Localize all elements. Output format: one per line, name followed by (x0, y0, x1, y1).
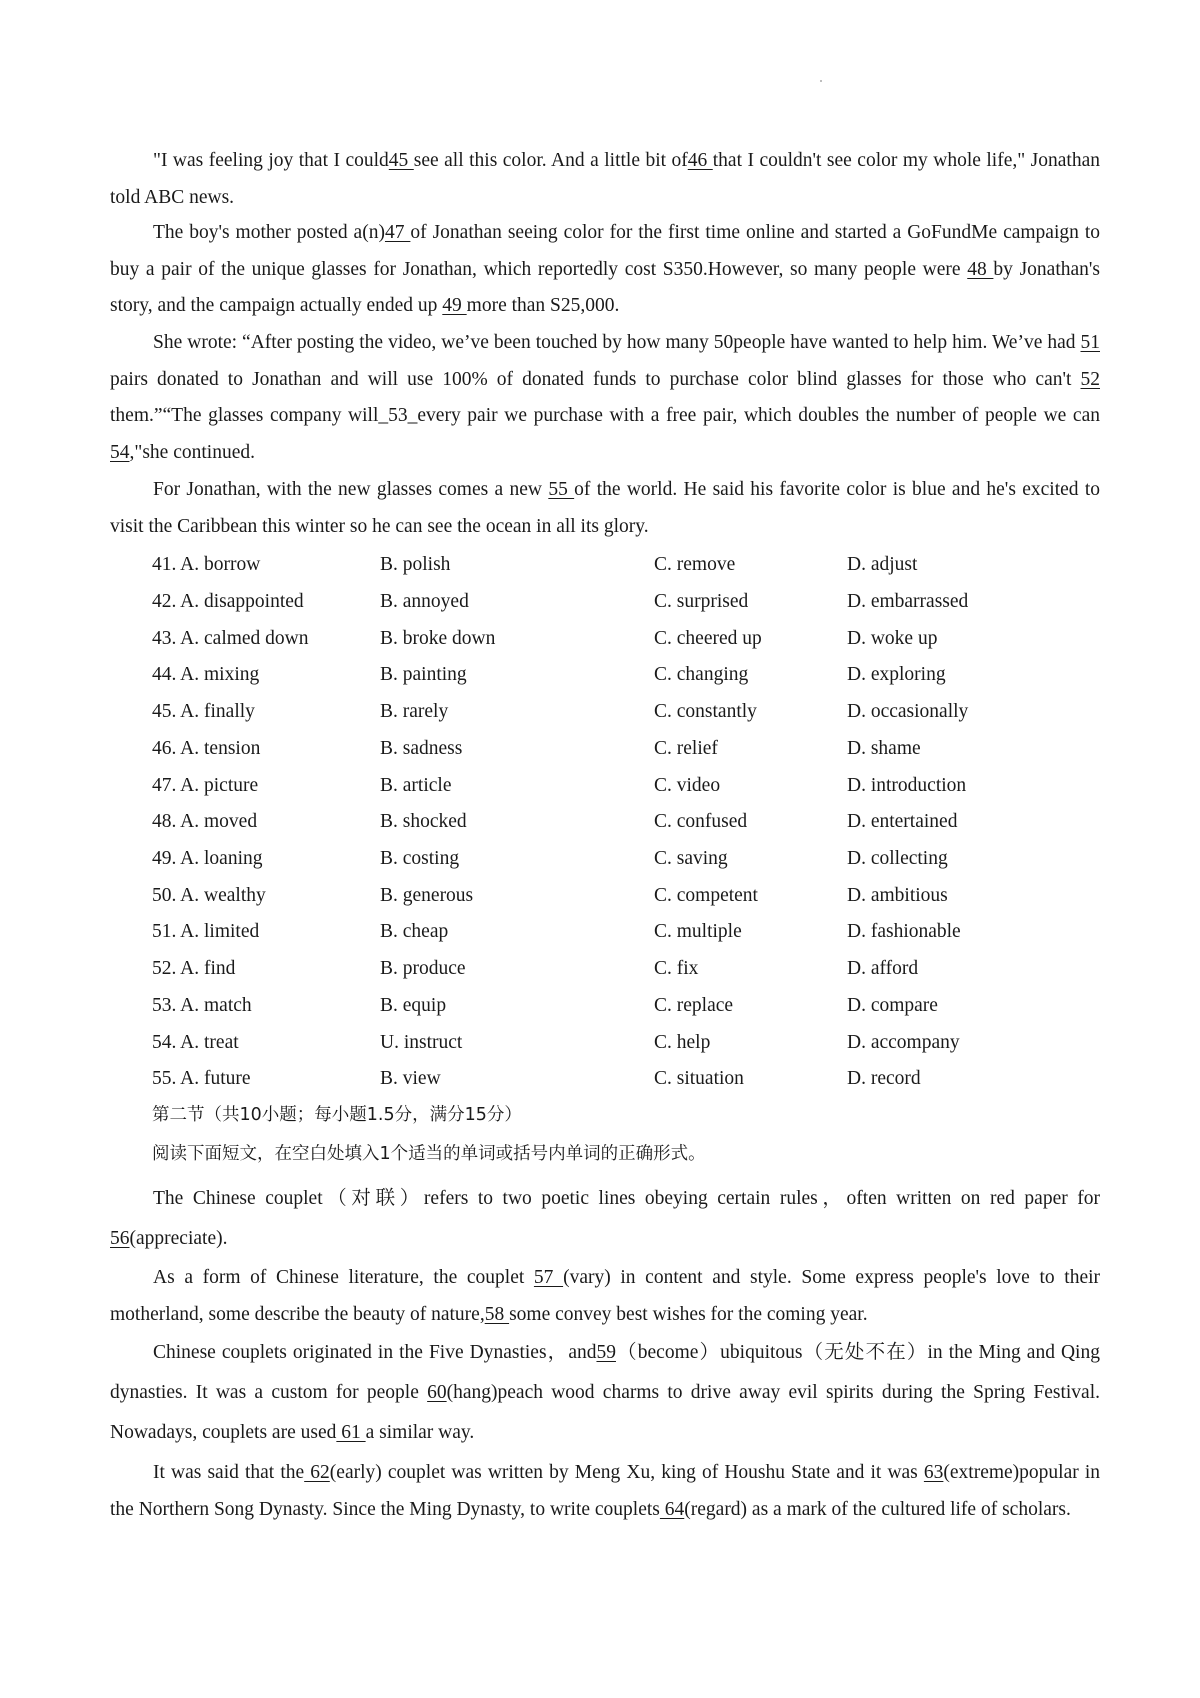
option-b: B. rarely (380, 701, 449, 722)
option-c: C. constantly (654, 701, 757, 722)
blank-61: 61 (336, 1422, 366, 1443)
question-row (152, 660, 1102, 690)
option-a: 52. A. find (152, 958, 236, 979)
text-segment: of Jonathan seeing color for the first time online and started a GoFundMe campaign to buy a pair of the unique glasses for Jonathan, which reportedly cost S350.However, so many people were (110, 222, 1100, 280)
text-segment: Chinese couplets originated in the Five Dynasties，and (153, 1342, 597, 1363)
option-b: B. view (380, 1068, 441, 1089)
option-b: B. painting (380, 664, 467, 685)
text-segment: that I couldn't see color my whole life," Jonathan told ABC news. (110, 150, 1100, 208)
option-a: 49. A. loaning (152, 848, 263, 869)
option-d: D. entertained (847, 811, 958, 832)
option-b: B. costing (380, 848, 460, 869)
option-d: D. woke up (847, 628, 938, 649)
option-d: D. introduction (847, 775, 967, 796)
text-segment: She wrote: “After posting the video, we’ve been touched by how many 50people have wanted to help him. We’ve had (153, 332, 1081, 353)
option-d: D. fashionable (847, 921, 961, 942)
option-d: D. ambitious (847, 885, 948, 906)
option-c: C. help (654, 1032, 711, 1053)
text-segment: (hang)peach wood charms to drive away evil spirits during the Spring Festival. Nowadays, couplets are used (110, 1382, 1100, 1443)
text-segment: (appreciate). (129, 1228, 228, 1249)
option-c: C. competent (654, 885, 758, 906)
blank-64: 64 (659, 1498, 685, 1520)
option-d: D. compare (847, 995, 938, 1016)
blank-60: 60 (427, 1382, 447, 1403)
text-segment: As a form of Chinese literature, the couplet (153, 1267, 534, 1288)
scan-dot (820, 80, 822, 82)
passage1-paragraph-3 (110, 325, 1100, 472)
passage2-paragraph-2 (110, 1260, 1100, 1333)
option-d: D. collecting (847, 848, 948, 869)
passage2-paragraph-4 (110, 1455, 1100, 1528)
text-segment: (vary) in content and style. Some express people's love to their motherland, some describe the beauty of nature, (110, 1267, 1101, 1325)
blank-49: 49 (442, 295, 467, 317)
blank-55: 55 (548, 479, 575, 500)
option-c: C. replace (654, 995, 734, 1016)
option-b: B. shocked (380, 811, 467, 832)
blank-47: 47 (384, 222, 411, 243)
blank-59: 59 (596, 1342, 616, 1363)
option-a: 55. A. future (152, 1068, 251, 1089)
option-d: D. afford (847, 958, 919, 979)
option-a: 42. A. disappointed (152, 591, 304, 612)
option-b: B. article (380, 775, 452, 796)
option-a: 45. A. finally (152, 701, 255, 722)
text-segment: more than S25,000. (466, 295, 620, 317)
passage1-paragraph-1 (110, 143, 1100, 216)
section-instruction: 阅读下面短文，在空白处填入1个适当的单词或括号内单词的正确形式。 (152, 1144, 706, 1164)
question-row (152, 954, 1102, 984)
question-row (152, 844, 1102, 874)
text-segment: The boy's mother posted a(n) (153, 222, 385, 243)
question-row (152, 587, 1102, 617)
option-a: 48. A. moved (152, 811, 258, 832)
question-row (152, 734, 1102, 764)
option-a: 51. A. limited (152, 921, 260, 942)
option-a: 46. A. tension (152, 738, 261, 759)
passage2-paragraph-3 (110, 1333, 1100, 1453)
text-segment: them.”“The glasses company will_53_every pair we purchase with a free pair, which doubles the number of people we can (110, 405, 1100, 427)
blank-54: 54 (110, 442, 130, 464)
blank-45: 45 (388, 150, 414, 171)
blank-63: 63 (923, 1462, 944, 1483)
option-a: 44. A. mixing (152, 664, 260, 685)
option-a: 43. A. calmed down (152, 628, 309, 649)
option-b: B. produce (380, 958, 466, 979)
blank-58: 58 (484, 1303, 510, 1325)
text-segment: ,"she continued. (129, 442, 255, 464)
option-c: C. relief (654, 738, 718, 759)
option-c: C. remove (654, 554, 736, 575)
question-row (152, 1028, 1102, 1058)
option-d: D. accompany (847, 1032, 960, 1053)
option-d: D. shame (847, 738, 921, 759)
text-segment: It was said that the (153, 1462, 305, 1483)
option-c: C. confused (654, 811, 748, 832)
text-segment: (regard) as a mark of the cultured life of scholars. (684, 1498, 1071, 1520)
option-d: D. adjust (847, 554, 918, 575)
text-segment: some convey best wishes for the coming year. (509, 1303, 868, 1325)
text-segment: a similar way. (365, 1422, 475, 1443)
blank-46: 46 (687, 150, 713, 171)
passage1-paragraph-4 (110, 472, 1100, 545)
question-row (152, 917, 1102, 947)
option-d: D. occasionally (847, 701, 969, 722)
text-segment: of the world. He said his favorite color is blue and he's excited to visit the Caribbean this winter so he can see the ocean in all its glory. (110, 479, 1101, 537)
blank-48: 48 (967, 258, 994, 280)
option-c: C. situation (654, 1068, 744, 1089)
option-a: 53. A. match (152, 995, 252, 1016)
option-b: B. annoyed (380, 591, 469, 612)
question-row (152, 881, 1102, 911)
option-c: C. cheered up (654, 628, 762, 649)
option-a: 47. A. picture (152, 775, 259, 796)
option-b: B. sadness (380, 738, 463, 759)
text-segment: For Jonathan, with the new glasses comes a new (153, 479, 549, 500)
option-d: D. record (847, 1068, 921, 1089)
option-d: D. exploring (847, 664, 946, 685)
text-segment: (early) couplet was written by Meng Xu, king of Houshu State and it was (329, 1462, 924, 1483)
question-row (152, 550, 1102, 580)
question-row (152, 991, 1102, 1021)
blank-62: 62 (304, 1462, 330, 1483)
section-heading: 第二节（共10小题；每小题1.5分，满分15分） (152, 1105, 522, 1125)
option-c: C. fix (654, 958, 699, 979)
option-c: C. saving (654, 848, 728, 869)
blank-51: 51 (1080, 332, 1100, 353)
option-b: B. cheap (380, 921, 449, 942)
option-c: C. surprised (654, 591, 749, 612)
option-b: U. instruct (380, 1032, 463, 1053)
blank-56: 56 (110, 1228, 130, 1249)
question-row (152, 1064, 1102, 1094)
question-row (152, 771, 1102, 801)
option-b: B. broke down (380, 628, 496, 649)
option-a: 54. A. treat (152, 1032, 239, 1053)
text-segment: The Chinese couplet（对联）refers to two poetic lines obeying certain rules，often written on red paper for (153, 1188, 1100, 1209)
text-segment: "I was feeling joy that I could (153, 150, 389, 171)
option-a: 41. A. borrow (152, 554, 261, 575)
passage2-paragraph-1 (110, 1179, 1100, 1259)
option-d: D. embarrassed (847, 591, 969, 612)
option-b: B. generous (380, 885, 474, 906)
question-row (152, 807, 1102, 837)
blank-52: 52 (1080, 368, 1100, 390)
text-segment: by Jonathan's story, and the campaign actually ended up (110, 258, 1101, 317)
text-segment: (extreme)popular in the Northern Song Dynasty. Since the Ming Dynasty, to write couplets (110, 1462, 1101, 1520)
option-b: B. equip (380, 995, 447, 1016)
blank-57: 57 (533, 1267, 564, 1288)
passage1-paragraph-2 (110, 215, 1100, 325)
option-c: C. multiple (654, 921, 742, 942)
option-c: C. video (654, 775, 721, 796)
option-a: 50. A. wealthy (152, 885, 266, 906)
text-segment: pairs donated to Jonathan and will use 100% of donated funds to purchase color blind glasses for those who can't (110, 368, 1081, 390)
text-segment: （become）ubiquitous（无处不在）in the Ming and Qing dynasties. It was a custom for people (110, 1342, 1100, 1403)
text-segment: see all this color. And a little bit of (413, 150, 688, 171)
question-row (152, 624, 1102, 654)
option-c: C. changing (654, 664, 749, 685)
option-b: B. polish (380, 554, 451, 575)
question-row (152, 697, 1102, 727)
